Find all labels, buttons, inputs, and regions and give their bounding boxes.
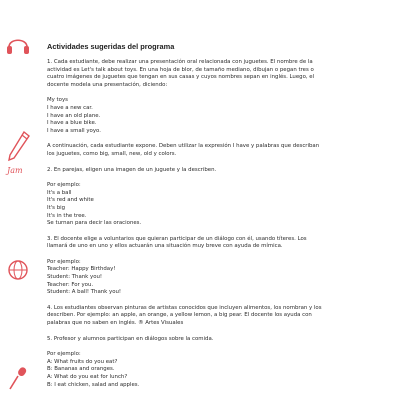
text-line: Se turnan para decir las oraciones. xyxy=(47,220,142,227)
margin-decorations xyxy=(0,0,40,400)
text-line: Student: A ball! Thank you! xyxy=(47,289,122,296)
example-block xyxy=(47,351,343,389)
pencil-icon xyxy=(4,130,32,164)
text-line: Student: Thank you! xyxy=(47,274,103,281)
text-line: llamará de uno en uno y ellos actuarán una situación muy breve con ayuda de mímica. xyxy=(47,243,283,250)
text-line: docente modela una presentación, diciendo: xyxy=(47,81,168,88)
document-body xyxy=(47,42,343,397)
activity-paragraph xyxy=(47,167,343,175)
text-line: B: I eat chicken, salad and apples. xyxy=(47,381,140,388)
text-line: I have a small yoyo. xyxy=(47,127,101,134)
text-line: A continuación, cada estudiante expone. Deben utilizar la expresión I have y palabras que describan xyxy=(47,143,320,150)
headphones-icon xyxy=(4,30,32,58)
text-line: los juguetes, como big, small, new, old y colors. xyxy=(47,150,177,157)
text-line: My toys xyxy=(47,97,68,104)
page-title: Actividades sugeridas del programa xyxy=(47,42,175,51)
activity-paragraph xyxy=(47,59,343,89)
text-line: cuatro imágenes de juguetes que tengan en sus casas y cuyos nombres sepan en inglés. Luego, el xyxy=(47,74,315,81)
text-line: Por ejemplo: xyxy=(47,351,81,358)
text-line: Por ejemplo: xyxy=(47,182,81,189)
microphone-icon xyxy=(4,364,32,392)
example-block xyxy=(47,259,343,297)
activity-paragraph xyxy=(47,305,343,328)
text-line: Teacher: For you. xyxy=(47,281,94,288)
text-line: describen. Por ejemplo: an apple, an orange, a yellow lemon, a big pear. El docente los ayuda con xyxy=(47,312,312,319)
margin-doodle-text: Jam xyxy=(7,166,23,175)
text-line: I have a blue bike. xyxy=(47,120,97,127)
example-block xyxy=(47,97,343,135)
example-block xyxy=(47,182,343,228)
text-line: It's in the tree. xyxy=(47,212,87,219)
text-line: I have a new car. xyxy=(47,104,93,111)
text-line: It's red and white xyxy=(47,197,94,204)
text-line: 3. El docente elige a voluntarios que quieran participar de un diálogo con él, usando títeres. Los xyxy=(47,235,307,242)
activity-sections xyxy=(47,59,343,389)
text-line: A: What do you eat for lunch? xyxy=(47,374,128,380)
text-line: 1. Cada estudiante, debe realizar una presentación oral relacionada con juguetes. El nombre de la xyxy=(47,59,313,65)
text-line: 2. En parejas, eligen una imagen de un juguete y la describen. xyxy=(47,166,217,173)
text-line: Por ejemplo: xyxy=(47,258,81,265)
activity-paragraph xyxy=(47,236,343,251)
globe-icon xyxy=(4,256,32,284)
activity-paragraph xyxy=(47,143,343,158)
text-line: Teacher: Happy Birthday! xyxy=(47,266,116,273)
text-line: It's a ball xyxy=(47,189,72,196)
activity-paragraph xyxy=(47,336,343,344)
text-line: 4. Los estudiantes observan pinturas de artistas conocidos que incluyen alimentos, los nombran y los xyxy=(47,304,322,311)
text-line: 5. Profesor y alumnos participan en diálogos sobre la comida. xyxy=(47,335,214,342)
text-line: actividad es Let's talk about toys. En una hoja de blor, de tamaño mediano, dibujan o pegan tres o xyxy=(47,66,314,73)
text-line: I have an old plane. xyxy=(47,112,101,119)
text-line: B: Bananas and oranges. xyxy=(47,366,115,373)
text-line: palabras que no saben en inglés. ® Artes Visuales xyxy=(47,320,184,327)
text-line: A: What fruits do you eat? xyxy=(47,358,118,365)
text-line: It's big xyxy=(47,204,66,211)
